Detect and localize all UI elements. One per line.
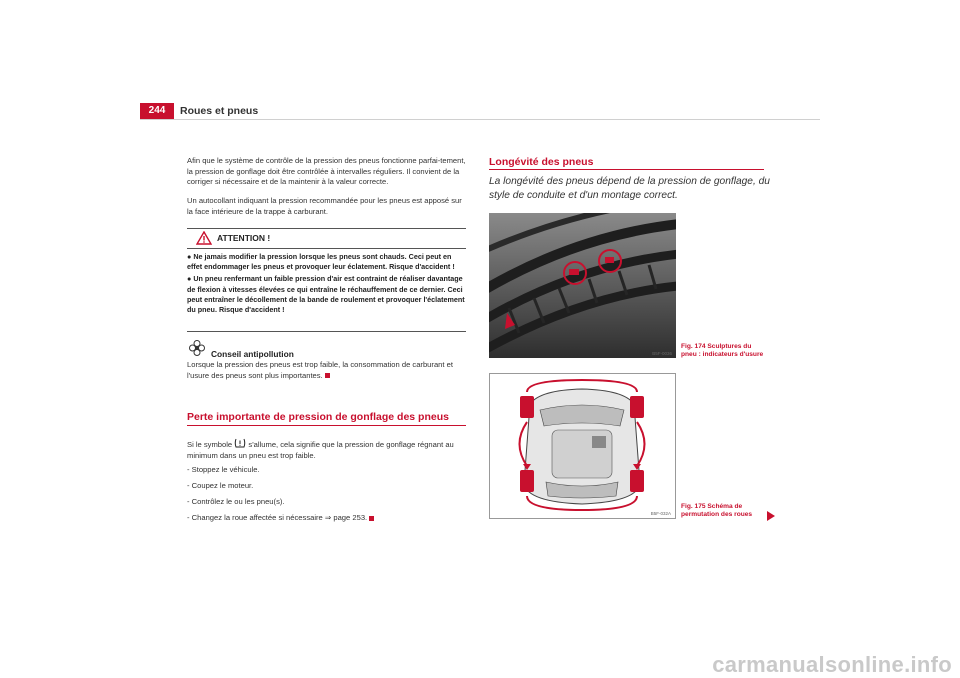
page-header-title: Roues et pneus — [180, 105, 259, 117]
warning-title: ATTENTION ! — [217, 233, 271, 243]
bullet-icon: ● — [187, 252, 194, 261]
end-marker-icon — [325, 373, 330, 378]
step-item: - Changez la roue affectée si nécessaire ⇒ page 253. — [187, 513, 374, 524]
warning-item: ● Un pneu renfermant un faible pression d'air est contraint de réaliser davantage de flexion à vitesses élevées ce qui entraîne le réchauffement de ce dernier. Ceci peut entraîner le décollement de la bande de roulement et provoquer l'éclatement du pneu. Risque d'accident ! — [187, 274, 465, 315]
sticker-paragraph: Un autocollant indiquant la pression recommandée pour les pneus est apposé sur la face intérieure de la trappe à carburant. — [187, 196, 462, 216]
tire-tread-illustration — [489, 213, 676, 358]
figure-caption-175: Fig. 175 Schéma de permutation des roues — [681, 503, 753, 518]
figure-code: B5F-0036 — [652, 351, 672, 356]
figure-wheel-rotation — [489, 373, 676, 519]
step-item: - Contrôlez le ou les pneu(s). — [187, 497, 285, 506]
next-page-arrow-icon[interactable] — [766, 510, 776, 522]
bullet-icon: ● — [187, 274, 194, 284]
header-divider — [140, 119, 820, 120]
warning-list — [187, 252, 465, 317]
section-title-pressure-loss: Perte importante de pression de gonflage des pneus — [187, 411, 449, 423]
warning-triangle-icon — [196, 231, 212, 245]
step-item: - Coupez le moteur. — [187, 481, 254, 490]
eco-tip-text: Lorsque la pression des pneus est trop faible, la consommation de carburant et l'usure des pneus sont plus importantes. — [187, 360, 453, 380]
warning-item: ● Ne jamais modifier la pression lorsque les pneus sont chauds. Ceci peut en effet endommager les pneus et provoquer leur éclatement. Risque d'accident ! — [187, 252, 455, 272]
tire-pressure-warning-icon — [234, 438, 246, 448]
pressure-loss-intro: Si le symbole s'allume, cela signifie que la pression de gonflage régnant au minimum dans un pneu est trop faible. — [187, 440, 454, 460]
end-marker-icon — [369, 516, 374, 521]
watermark: carmanualsonline.info — [712, 652, 952, 677]
section-title-tire-longevity: Longévité des pneus — [489, 156, 594, 168]
page-number: 244 — [140, 103, 174, 119]
section-divider — [187, 425, 466, 426]
figure-code: B5F-032A — [650, 511, 671, 516]
figure-caption-174: Fig. 174 Sculptures du pneu : indicateurs d'usure — [681, 343, 764, 358]
eco-tip-title: Conseil antipollution — [211, 349, 294, 359]
section-lead-text: La longévité des pneus dépend de la pression de gonflage, du style de conduite et d'un montage correct. — [489, 176, 770, 201]
figure-tire-tread — [489, 213, 676, 358]
flower-eco-icon — [189, 340, 205, 356]
section-divider — [489, 169, 764, 170]
wheel-rotation-diagram — [490, 374, 675, 518]
step-item: - Stoppez le véhicule. — [187, 465, 260, 474]
intro-paragraph: Afin que le système de contrôle de la pression des pneus fonctionne parfai-tement, la pression de gonflage doit être contrôlée à intervalles réguliers. Il convient de la corriger si nécessaire et de la maintenir à la valeur correcte. — [187, 156, 466, 187]
